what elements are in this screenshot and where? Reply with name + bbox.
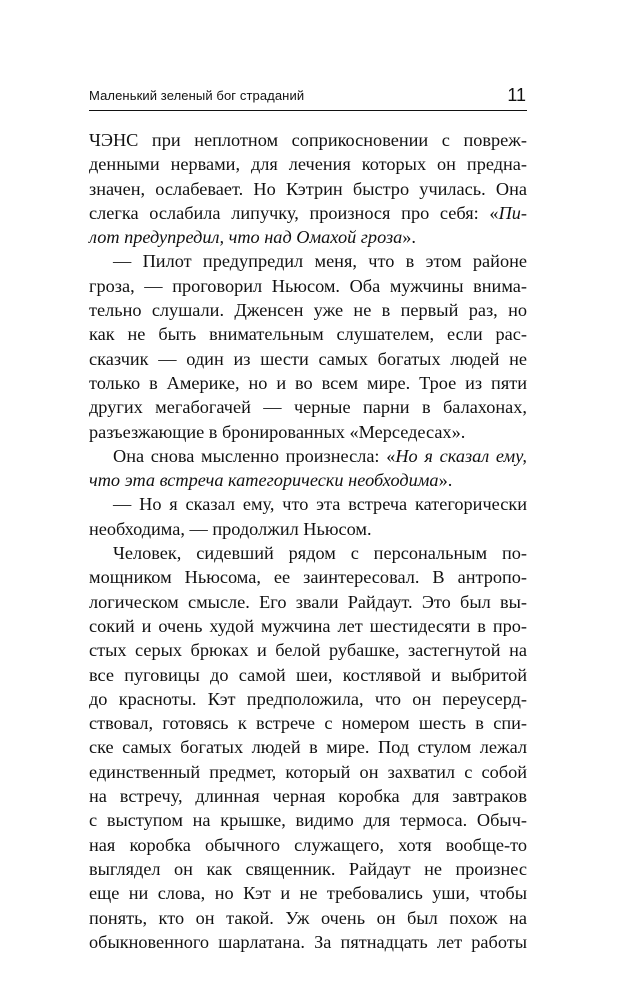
page-number: 11 — [507, 85, 526, 105]
text-line: денными нервами, для лечения которых он предна- — [89, 154, 527, 175]
text-line: все пуговицы до самой шеи, костлявой и выбритой — [89, 664, 527, 685]
text-line: значен, ослабевает. Но Кэтрин быстро училась. Она — [89, 178, 527, 199]
text-line: Человек, сидевший рядом с персональным по- — [113, 543, 527, 564]
text-line: понять, кто он такой. Уж очень он был похож на — [89, 907, 527, 928]
text-line: только в Америке, но и во всем мире. Трое из пяти — [89, 372, 527, 393]
text-line: ске самых богатых людей в мире. Под стулом лежал — [89, 737, 527, 758]
text-line: — Пилот предупредил меня, что в этом районе — [113, 251, 527, 272]
text-line: ная коробка обычного служащего, хотя вообще-то — [89, 834, 527, 855]
text-line: мощником Ньюсома, ее заинтересовал. В антропо- — [89, 567, 527, 588]
text-line: еще ни слова, но Кэт и не требовались уши, чтобы — [89, 883, 527, 904]
text-line: единственный предмет, который он захватил с собой — [89, 761, 527, 782]
text-line: ствовал, готовясь к встрече с номером шесть в спи- — [89, 713, 527, 734]
text-line: разъезжающие в бронированных «Мерседесах». — [89, 421, 466, 442]
text-line: сокий и очень худой мужчина лет шестидесяти в про- — [89, 615, 527, 636]
running-head — [89, 85, 527, 111]
running-title: Маленький зеленый бог страданий — [89, 88, 305, 103]
text-line: стых серых брюках и белой рубашке, застегнутой на — [89, 640, 527, 661]
text-line: Она снова мысленно произнесла: «Но я сказал ему, — [113, 445, 527, 466]
text-line: лот предупредил, что над Омахой гроза». — [89, 227, 416, 248]
text-line: других мегабогачей — черные парни в балахонах, — [89, 397, 527, 418]
text-line: ЧЭНС при неплотном соприкосновении с повреж- — [89, 130, 527, 150]
text-line: с выступом на крышке, видимо для термоса. Обыч- — [89, 810, 527, 831]
text-line: гроза, — проговорил Ньюсом. Оба мужчины внима- — [89, 275, 527, 296]
text-line: слегка ослабила липучку, произнося про себя: «Пи- — [89, 202, 527, 223]
text-line: что эта встреча категорически необходима». — [89, 470, 453, 491]
text-line: необходима, — продолжил Ньюсом. — [89, 518, 372, 539]
text-line: выглядел он как священник. Райдаут не произнес — [89, 858, 527, 879]
text-line: как не быть внимательным слушателем, если рас- — [89, 324, 527, 345]
text-line: логическом смысле. Его звали Райдаут. Это был вы- — [89, 591, 527, 612]
body-text — [89, 128, 527, 954]
text-line: на встречу, длинная черная коробка для завтраков — [89, 786, 527, 807]
text-line: до красноты. Кэт предположила, что он переусерд- — [89, 688, 527, 709]
text-line: тельно слушали. Дженсен уже не в первый раз, но — [89, 300, 527, 321]
text-line: сказчик — один из шести самых богатых людей не — [89, 348, 527, 369]
text-line: — Но я сказал ему, что эта встреча категорически — [113, 494, 527, 515]
text-line: обыкновенного шарлатана. За пятнадцать лет работы — [89, 931, 527, 952]
